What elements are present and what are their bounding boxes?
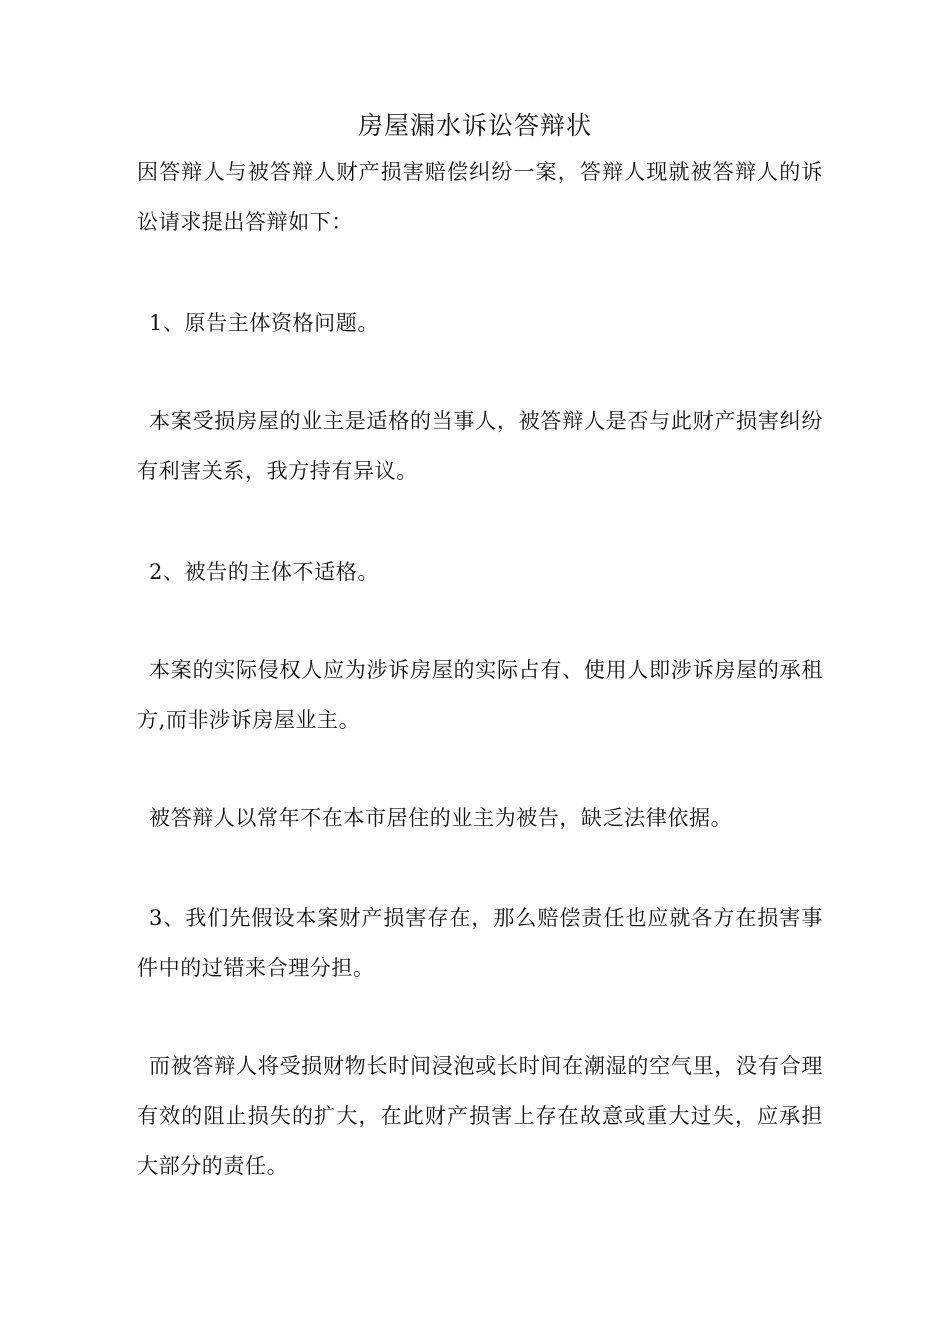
paragraph-point-2-note: 被答辩人以常年不在本市居住的业主为被告，缺乏法律依据。 — [149, 806, 733, 830]
paragraph-point-2-body: 本案的实际侵权人应为涉诉房屋的实际占有、使用人即涉诉房屋的承租方,而非涉诉房屋业主。 — [137, 658, 823, 732]
paragraph-point-1-body: 本案受损房屋的业主是适格的当事人，被答辩人是否与此财产损害纠纷有利害关系，我方持有异议。 — [137, 409, 823, 483]
paragraph-point-2-heading: 2、被告的主体不适格。 — [149, 560, 379, 584]
paragraph-point-1-heading: 1、原告主体资格问题。 — [149, 311, 379, 335]
document-title: 房屋漏水诉讼答辩状 — [357, 111, 592, 140]
paragraph-point-3-heading: 3、我们先假设本案财产损害存在，那么赔偿责任也应就各方在损害事件中的过错来合理分担。 — [137, 906, 823, 980]
paragraph-intro: 因答辩人与被答辩人财产损害赔偿纠纷一案，答辩人现就被答辩人的诉讼请求提出答辩如下： — [137, 160, 823, 234]
paragraph-point-3-body: 而被答辩人将受损财物长时间浸泡或长时间在潮湿的空气里，没有合理有效的阻止损失的扩大，在此财产损害上存在故意或重大过失，应承担大部分的责任。 — [137, 1054, 823, 1178]
